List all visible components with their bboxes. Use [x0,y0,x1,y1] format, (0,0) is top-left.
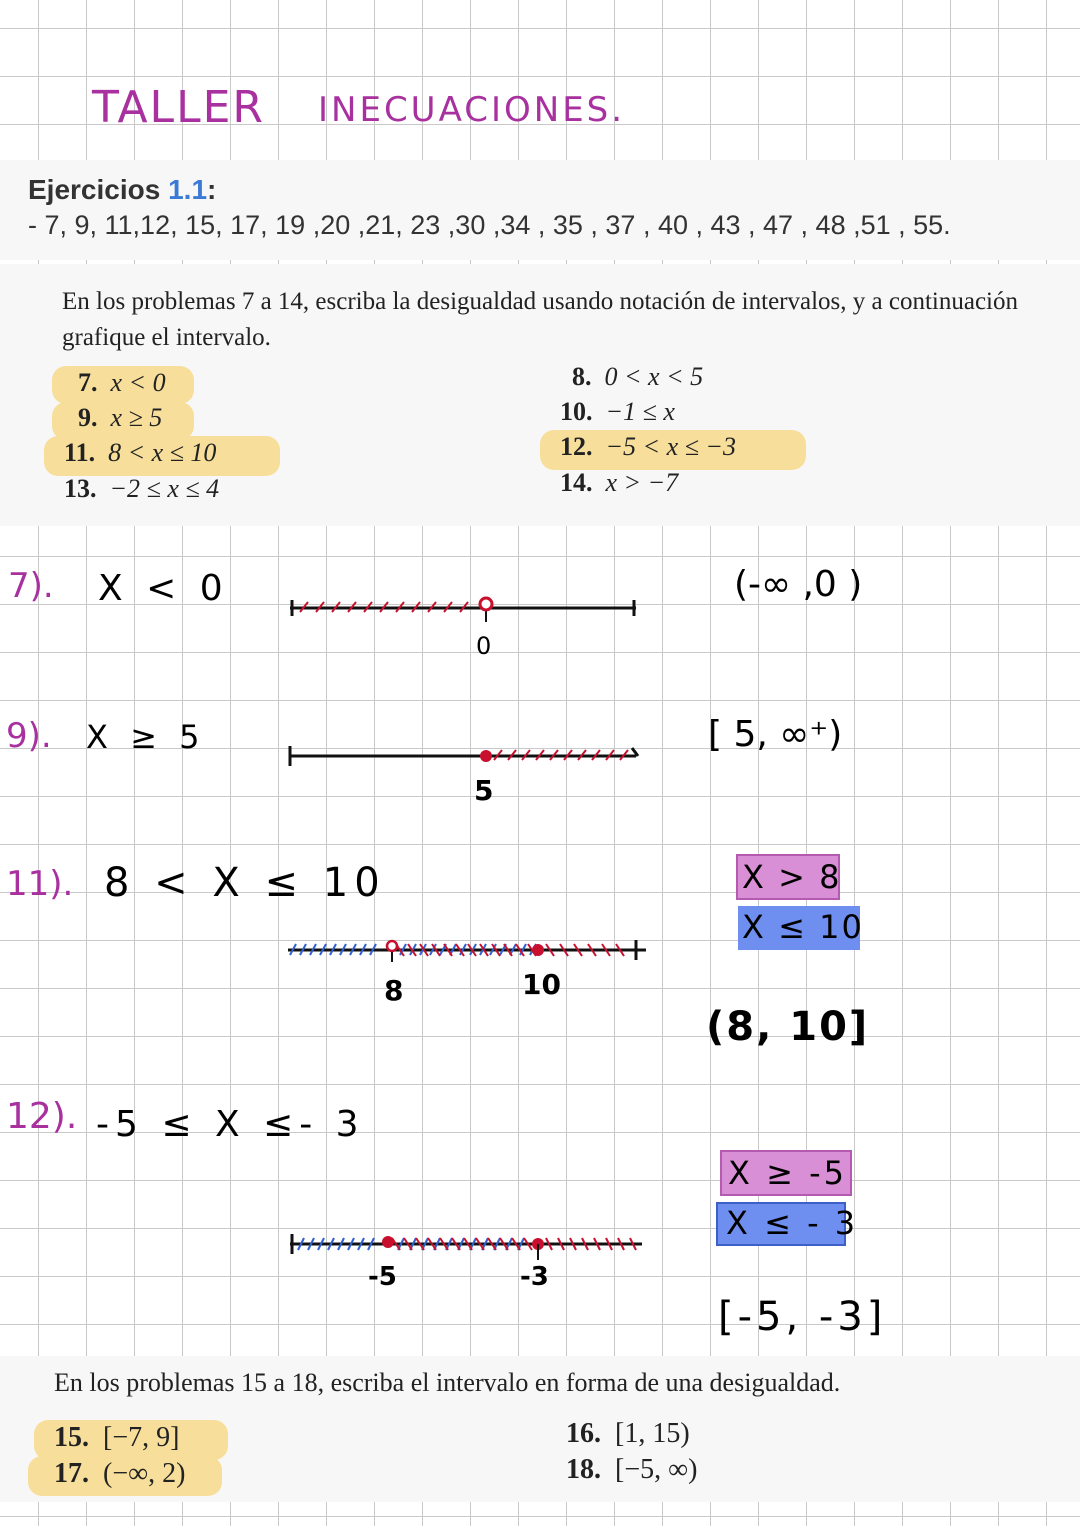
problem-10 [560,397,675,427]
solution-9-inequality: X ≥ 5 [86,718,206,756]
problem-9 [78,403,162,433]
tick-label-5: 5 [474,774,494,807]
problem-number: 14. [560,468,593,497]
condition-text-le-10: X ≤ 10 [742,908,864,946]
title-taller: TALLER [92,82,265,133]
problem-7 [78,368,166,398]
exercises-heading-prefix: Ejercicios [28,174,169,205]
problem-13 [64,474,219,504]
problem-expression: −5 < x ≤ −3 [605,432,736,461]
problem-expression: x ≥ 5 [110,403,163,432]
solution-7-interval: (-∞ ,0 ) [734,564,863,605]
tick-label-minus-3: -3 [520,1262,549,1292]
problem-14 [560,468,678,498]
exercises-heading [28,174,216,206]
solution-11-label: 11). [6,864,74,904]
problem-number: 17. [54,1458,89,1489]
tick-label-minus-5: -5 [368,1262,397,1292]
solution-11 [0,850,1080,1060]
problem-expression: [−5, ∞) [615,1454,698,1485]
solution-11-inequality: 8 < X ≤ 10 [104,860,386,906]
problem-expression: [1, 15) [615,1418,690,1449]
problem-number: 9. [78,403,98,432]
problem-number: 16. [566,1418,601,1449]
problem-expression: x > −7 [605,468,679,497]
problem-12 [560,432,736,462]
tick-label-8: 8 [384,974,404,1007]
problem-8 [572,362,703,392]
solution-9 [0,710,1080,810]
problem-15 [54,1422,179,1454]
solution-9-label: 9). [6,716,52,756]
solution-12 [0,1090,1080,1350]
problem-17 [54,1458,185,1490]
exercises-list: - 7, 9, 11,12, 15, 17, 19 ,20 ,21, 23 ,30 ,34 , 35 , 37 , 40 , 43 , 47 , 48 ,51 , 55. [28,210,951,240]
tick-label-0: 0 [476,632,492,660]
problem-18 [566,1454,697,1486]
solution-12-inequality: -5 ≤ X ≤- 3 [96,1104,365,1145]
problem-expression: (−∞, 2) [103,1458,186,1489]
problem-expression: −1 ≤ x [605,397,675,426]
problem-number: 13. [64,474,97,503]
solution-7-inequality: X < 0 [98,568,229,609]
book1-instructions: En los problemas 7 a 14, escriba la desigualdad usando notación de intervalos, y a continuación grafique el intervalo. [62,288,1018,351]
condition-text-ge-minus-5: X ≥ -5 [728,1154,847,1192]
exercises-heading-number: 1.1 [168,174,208,205]
problem-expression: x < 0 [110,368,166,397]
problem-number: 15. [54,1422,89,1453]
problem-expression: −2 ≤ x ≤ 4 [109,474,220,503]
problem-number: 7. [78,368,98,397]
condition-text-gt-8: X > 8 [742,858,842,896]
book-excerpt-2 [0,1356,1080,1502]
condition-text-le-minus-3: X ≤ - 3 [726,1204,859,1242]
problem-number: 11. [64,438,96,467]
number-line-11 [280,930,660,970]
tick-label-10: 10 [522,968,561,1001]
solution-12-label: 12). [6,1096,78,1137]
number-line-7 [280,580,660,640]
book-excerpt-1 [0,264,1080,526]
solution-9-interval: [ 5, ∞⁺) [708,714,843,755]
number-line-9 [280,734,660,784]
problem-expression: 0 < x < 5 [604,362,704,391]
problem-number: 10. [560,397,593,426]
title-inecuaciones: INECUACIONES. [318,90,626,130]
number-line-12 [280,1226,660,1266]
problem-expression: 8 < x ≤ 10 [108,438,217,467]
problem-number: 12. [560,432,593,461]
problem-number: 8. [572,362,592,391]
exercises-heading-suffix: : [207,174,217,205]
solution-12-interval: [-5, -3] [718,1294,887,1340]
problem-11 [64,438,216,468]
problem-expression: [−7, 9] [103,1422,180,1453]
problem-16 [566,1418,690,1450]
book2-instructions: En los problemas 15 a 18, escriba el intervalo en forma de una desigualdad. [54,1368,841,1397]
problem-number: 18. [566,1454,601,1485]
solution-7 [0,560,1080,670]
solution-11-interval: (8, 10] [706,1004,870,1050]
solution-7-label: 7). [8,566,54,606]
exercises-block [0,160,1080,260]
